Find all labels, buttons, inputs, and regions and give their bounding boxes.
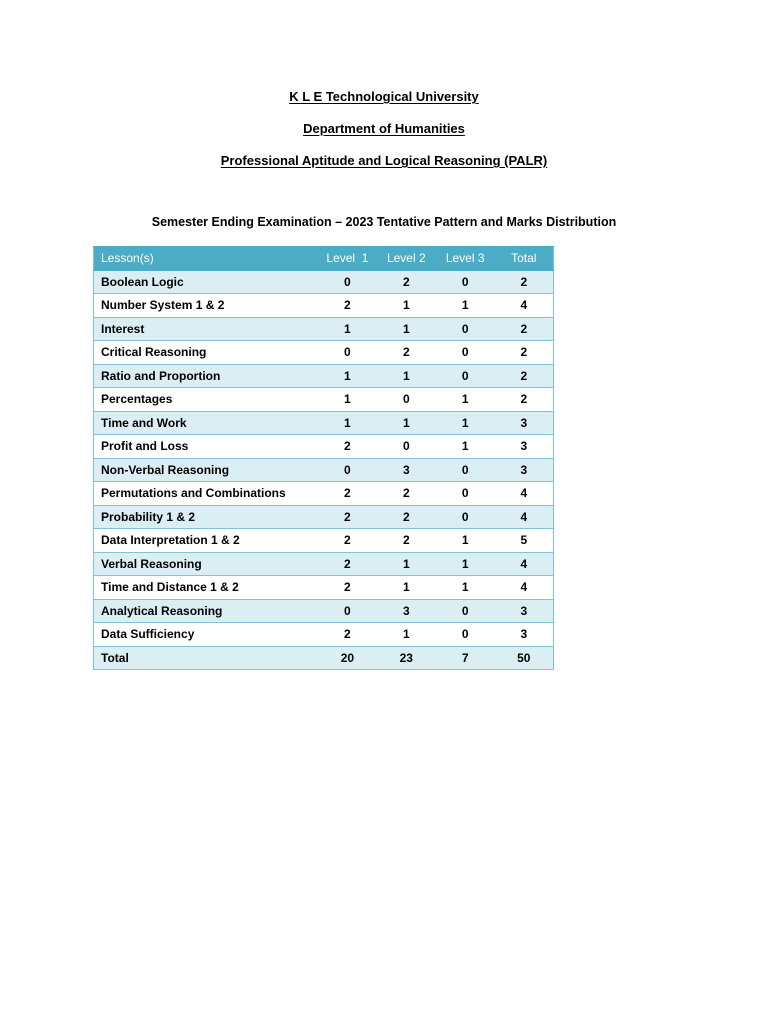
lesson-cell: Probability 1 & 2 (94, 505, 318, 529)
table-row (94, 435, 554, 459)
department-name: Department of Humanities (303, 121, 465, 136)
header-lesson: Lesson(s) (94, 247, 318, 271)
lesson-cell: Non-Verbal Reasoning (94, 458, 318, 482)
lesson-cell: Permutations and Combinations (94, 482, 318, 506)
level-2-cell: 0 (377, 435, 436, 459)
level-3-cell: 0 (436, 599, 495, 623)
table-row (94, 482, 554, 506)
level-2-cell: 2 (377, 270, 436, 294)
course-title: Professional Aptitude and Logical Reasoning (PALR) (220, 153, 548, 168)
table-row (94, 623, 554, 647)
lesson-cell: Time and Work (94, 411, 318, 435)
total-cell: 3 (495, 623, 554, 647)
lesson-cell: Percentages (94, 388, 318, 412)
lesson-cell: Critical Reasoning (94, 341, 318, 365)
level-3-cell: 1 (436, 294, 495, 318)
level-3-cell: 1 (436, 576, 495, 600)
total-cell: 3 (495, 599, 554, 623)
table-row (94, 599, 554, 623)
level-3-cell: 0 (436, 482, 495, 506)
table-row (94, 270, 554, 294)
header-level-3: Level 3 (436, 247, 495, 271)
level-2-cell: 2 (377, 529, 436, 553)
level-3-cell: 0 (436, 623, 495, 647)
total-cell: 5 (495, 529, 554, 553)
table-body (94, 270, 554, 646)
level-2-cell: 3 (377, 458, 436, 482)
header-total: Total (495, 247, 554, 271)
level-3-cell: 0 (436, 341, 495, 365)
level-3-cell: 0 (436, 270, 495, 294)
total-cell: 2 (495, 364, 554, 388)
table-row (94, 576, 554, 600)
level-3-cell: 1 (436, 388, 495, 412)
level-3-cell: 0 (436, 505, 495, 529)
total-cell: 4 (495, 505, 554, 529)
lesson-cell: Interest (94, 317, 318, 341)
total-cell: 2 (495, 270, 554, 294)
total-level-2: 23 (377, 646, 436, 670)
level-2-cell: 1 (377, 294, 436, 318)
level-1-cell: 0 (318, 458, 377, 482)
lesson-cell: Boolean Logic (94, 270, 318, 294)
level-1-cell: 2 (318, 529, 377, 553)
total-cell: 4 (495, 482, 554, 506)
total-label: Total (94, 646, 318, 670)
lesson-cell: Analytical Reasoning (94, 599, 318, 623)
level-2-cell: 0 (377, 388, 436, 412)
marks-distribution-table (93, 246, 554, 670)
table-row (94, 364, 554, 388)
level-1-cell: 2 (318, 552, 377, 576)
table-row (94, 294, 554, 318)
level-1-cell: 2 (318, 505, 377, 529)
table-row (94, 341, 554, 365)
level-1-cell: 0 (318, 341, 377, 365)
total-total: 50 (495, 646, 554, 670)
header-level-1: Level 1 (318, 247, 377, 271)
level-1-cell: 2 (318, 294, 377, 318)
level-3-cell: 0 (436, 364, 495, 388)
level-1-cell: 0 (318, 599, 377, 623)
lesson-cell: Data Interpretation 1 & 2 (94, 529, 318, 553)
table-row (94, 458, 554, 482)
header-level-2: Level 2 (377, 247, 436, 271)
total-cell: 2 (495, 341, 554, 365)
lesson-cell: Ratio and Proportion (94, 364, 318, 388)
level-1-cell: 1 (318, 364, 377, 388)
table-row (94, 552, 554, 576)
level-3-cell: 0 (436, 317, 495, 341)
lesson-cell: Data Sufficiency (94, 623, 318, 647)
total-cell: 4 (495, 294, 554, 318)
lesson-cell: Profit and Loss (94, 435, 318, 459)
total-level-1: 20 (318, 646, 377, 670)
table-row (94, 317, 554, 341)
total-cell: 2 (495, 388, 554, 412)
level-1-cell: 0 (318, 270, 377, 294)
level-2-cell: 1 (377, 576, 436, 600)
level-3-cell: 1 (436, 411, 495, 435)
total-level-3: 7 (436, 646, 495, 670)
table-header-row (94, 247, 554, 271)
lesson-cell: Verbal Reasoning (94, 552, 318, 576)
level-3-cell: 0 (436, 458, 495, 482)
university-name: K L E Technological University (289, 89, 479, 104)
level-1-cell: 1 (318, 388, 377, 412)
level-3-cell: 1 (436, 529, 495, 553)
total-cell: 3 (495, 458, 554, 482)
level-2-cell: 3 (377, 599, 436, 623)
total-cell: 4 (495, 552, 554, 576)
level-2-cell: 1 (377, 317, 436, 341)
lesson-cell: Time and Distance 1 & 2 (94, 576, 318, 600)
level-2-cell: 2 (377, 341, 436, 365)
level-2-cell: 1 (377, 411, 436, 435)
level-3-cell: 1 (436, 435, 495, 459)
exam-title: Semester Ending Examination – 2023 Tentative Pattern and Marks Distribution (151, 215, 617, 229)
level-1-cell: 2 (318, 623, 377, 647)
level-1-cell: 1 (318, 317, 377, 341)
total-cell: 3 (495, 411, 554, 435)
table-total-row (94, 646, 554, 670)
level-2-cell: 1 (377, 623, 436, 647)
level-2-cell: 2 (377, 505, 436, 529)
level-1-cell: 2 (318, 482, 377, 506)
level-1-cell: 1 (318, 411, 377, 435)
lesson-cell: Number System 1 & 2 (94, 294, 318, 318)
level-1-cell: 2 (318, 435, 377, 459)
table-row (94, 388, 554, 412)
table-row (94, 411, 554, 435)
table-row (94, 505, 554, 529)
level-2-cell: 1 (377, 364, 436, 388)
total-cell: 3 (495, 435, 554, 459)
total-cell: 4 (495, 576, 554, 600)
table-row (94, 529, 554, 553)
level-2-cell: 1 (377, 552, 436, 576)
total-cell: 2 (495, 317, 554, 341)
level-2-cell: 2 (377, 482, 436, 506)
level-1-cell: 2 (318, 576, 377, 600)
level-3-cell: 1 (436, 552, 495, 576)
